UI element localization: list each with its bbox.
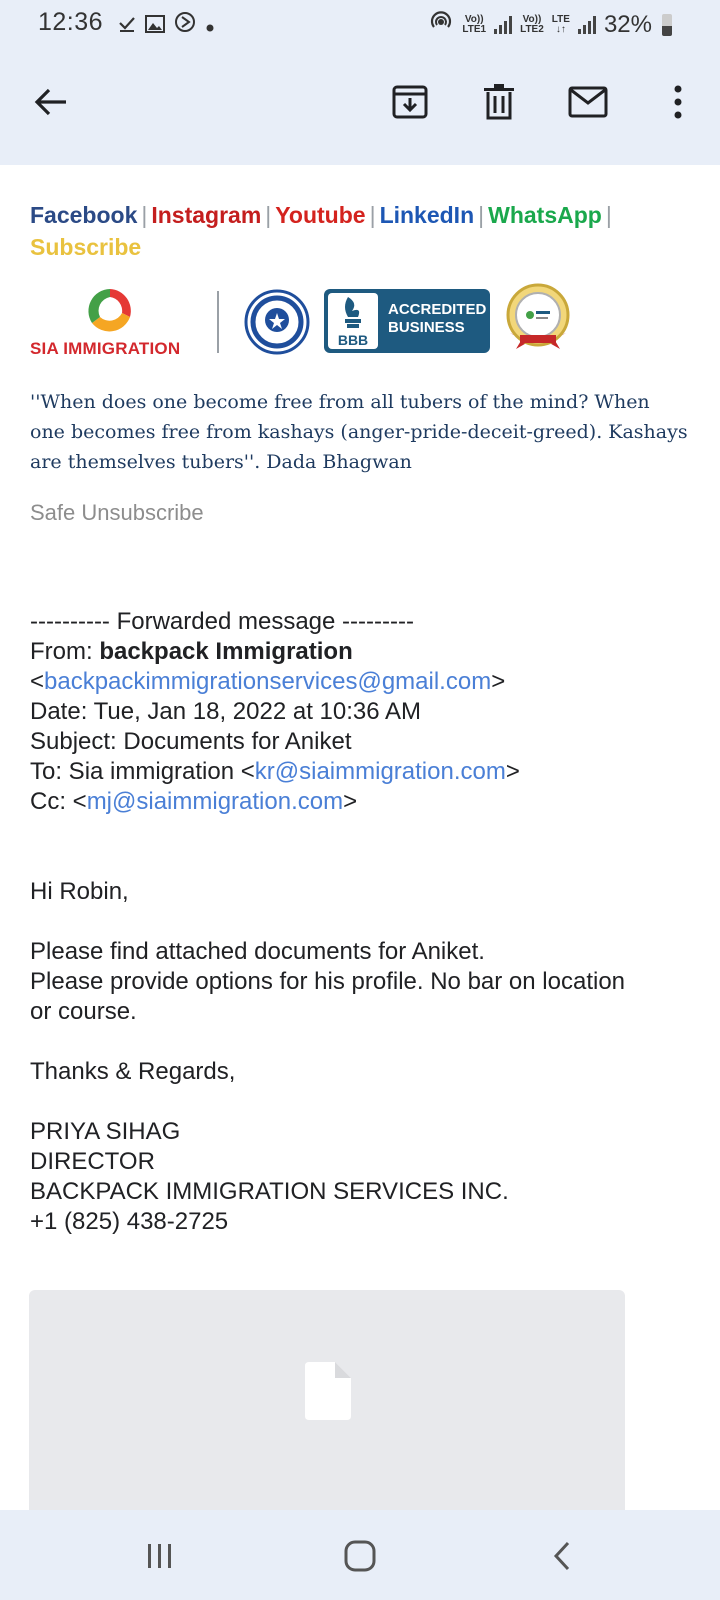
seal-icon [244,289,310,355]
hotspot-icon [428,9,454,40]
status-right [428,9,672,40]
sia-immigration-logo[interactable] [30,283,190,363]
award-icon [500,283,576,353]
subscribe-link[interactable]: Subscribe [30,234,142,260]
separator: | [605,202,612,228]
greeting: Hi Robin, [30,878,129,905]
system-back-button[interactable] [532,1534,592,1578]
safe-unsubscribe-link[interactable]: Safe Unsubscribe [30,500,204,525]
signature-phone: +1 (825) 438-2725 [30,1208,229,1235]
email-content [0,165,720,1510]
status-bar [0,0,720,48]
bbb-torch-box [328,293,378,349]
government-seal-logo [244,289,310,360]
separator: | [141,202,148,228]
sia-logo-text: SIA IMMIGRATION [30,339,181,358]
separator: | [478,202,485,228]
navigation-bar [0,1510,720,1600]
subject-line: Subject: Documents for Aniket [30,728,352,755]
sender-email-link[interactable]: backpackimmigrationservices@gmail.com [44,668,492,695]
logo-divider [217,291,219,353]
signature-company: BACKPACK IMMIGRATION SERVICES INC. [30,1178,509,1205]
logo-banner [30,283,590,363]
date-line: Date: Tue, Jan 18, 2022 at 10:36 AM [30,698,421,725]
delete-button[interactable] [475,78,523,126]
separator: | [265,202,272,228]
instagram-link[interactable]: Instagram [151,202,262,228]
more-options-button[interactable] [654,78,702,126]
more-vert-icon [673,85,683,119]
archive-icon [391,84,429,120]
status-left-icons [118,11,215,40]
bbb-torch-icon [328,293,378,349]
bbb-short-text: BBB [337,332,369,348]
signature-title: DIRECTOR [30,1148,155,1175]
sia-swirl-icon [30,283,190,339]
recents-icon [145,1542,175,1570]
facebook-link[interactable]: Facebook [30,202,138,228]
to-line: To: Sia immigration <kr@siaimmigration.com> [30,758,520,785]
sim1-label: Vo)) LTE1 [462,13,487,35]
check-download-icon [118,12,136,40]
sender-name: backpack Immigration [99,638,353,665]
from-line: From: backpack Immigration [30,638,353,665]
forwarded-header: ---------- Forwarded message --------- [30,608,414,635]
sim2-label: Vo)) LTE2 [520,13,544,35]
linkedin-link[interactable]: LinkedIn [379,202,475,228]
network-type: LTE ↓↑ [551,13,570,35]
separator: | [369,202,376,228]
youtube-link[interactable]: Youtube [275,202,366,228]
body-line-3: or course. [30,998,137,1025]
back-arrow-icon [34,87,68,117]
to-email-link[interactable]: kr@siaimmigration.com [254,758,506,785]
cc-email-link[interactable]: mj@siaimmigration.com [86,788,344,815]
mail-icon [568,86,608,118]
from-email-line: <backpackimmigrationservices@gmail.com> [30,668,506,695]
image-icon [145,12,165,40]
refresh-icon [174,11,196,40]
email-toolbar [0,48,720,165]
sim2-signal-icon [578,16,596,34]
home-icon [343,1539,377,1573]
quote-text: ''When does one become free from all tubers of the mind? When one becomes free from kashays (anger-pride-deceit-greed). Kashays are themselves tubers''. Dada Bhagwan [30,391,688,473]
trash-icon [482,83,516,121]
dot-icon [205,12,215,40]
closing: Thanks & Regards, [30,1058,236,1085]
recents-button[interactable] [130,1534,190,1578]
battery-percent: 32% [603,10,652,38]
home-button[interactable] [330,1534,390,1578]
mark-unread-button[interactable] [564,78,612,126]
signature-name: PRIYA SIHAG [30,1118,181,1145]
social-links [30,199,680,263]
cc-line: Cc: <mj@siaimmigration.com> [30,788,358,815]
bbb-text: ACCREDITED BUSINESS [388,301,487,336]
whatsapp-link[interactable]: WhatsApp [488,202,602,228]
forwarded-message [30,607,700,1237]
back-button[interactable] [27,78,75,126]
sim1-signal-icon [494,16,512,34]
archive-button[interactable] [386,78,434,126]
body-line-2: Please provide options for his profile. No bar on location [30,968,626,995]
bbb-accredited-badge [324,289,490,353]
battery-icon [662,14,672,36]
status-time: 12:36 [38,8,104,36]
award-seal [500,283,576,358]
file-icon [305,1362,351,1420]
back-icon [551,1540,573,1572]
attachment-preview[interactable] [29,1290,625,1510]
body-line-1: Please find attached documents for Aniket. [30,938,485,965]
